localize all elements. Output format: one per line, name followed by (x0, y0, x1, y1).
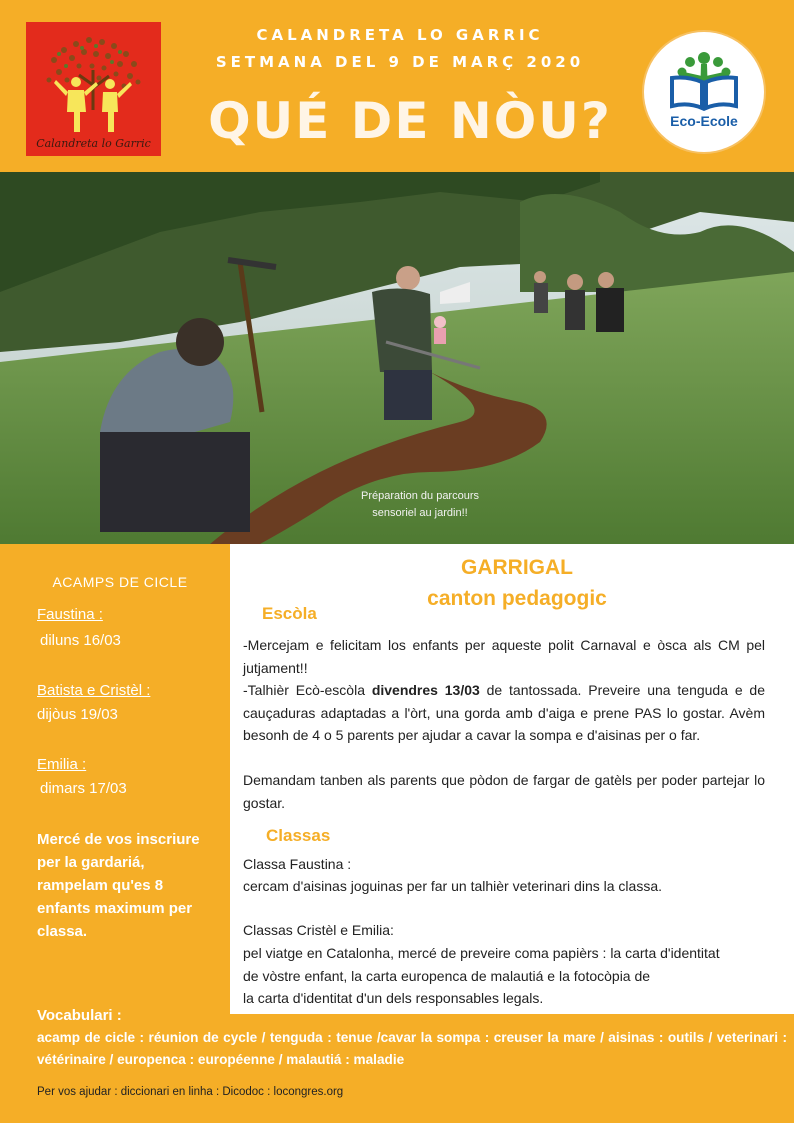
text-span: -Talhièr Ecò-escòla (243, 682, 372, 698)
week-label: SETMANA DEL 9 DE MARÇ 2020 (215, 53, 585, 71)
section-title: GARRIGAL (461, 556, 573, 579)
daycare-note: Mercé de vos inscriure per la gardariá, rampelam qu'es 8 enfants maximum per classa. (37, 831, 200, 940)
classa-text: la carta d'identitat d'un dels responsables legals. (243, 990, 544, 1006)
help-text: Per vos ajudar : diccionari en linha : Dicodoc : locongres.org (37, 1086, 344, 1098)
caption-line: Préparation du parcours (360, 490, 479, 502)
meeting-date: dijòus 19/03 (37, 706, 118, 723)
footer-vocabulary (0, 1000, 794, 1123)
sidebar-cycle-meetings (0, 544, 230, 1014)
workshop-date: divendres 13/03 (371, 682, 480, 698)
caption-line: sensoriel au jardin!! (372, 507, 468, 519)
school-name (210, 22, 590, 76)
classa-text: pel viatge en Catalonha, mercé de preveire coma papièrs : la carta d'identitat (243, 945, 720, 961)
escola-heading: Escòla (262, 604, 317, 623)
school-label: CALANDRETA LO GARRIC (256, 26, 544, 44)
page-title: QUÉ DE NÒU? (208, 92, 612, 150)
eco-book-tree-icon (644, 32, 764, 152)
newsletter-header (0, 0, 794, 172)
teacher-name: Emilia : (37, 756, 87, 773)
children-icon (54, 74, 134, 134)
garden-photo (0, 172, 794, 544)
sidebar-heading: ACAMPS DE CICLE (52, 574, 188, 590)
text-span: de tantossada. Preveire una tenguda e de cauçaduras adaptadas a l'òrt, una gorda amb d'aiga e prene PAS lo gostar. Avèm besonh de 4 o 5 parents per ajudar a cavar la sompa e d'aisinas per o far. (243, 682, 766, 743)
classa-title: Classas Cristèl e Emilia: (243, 922, 394, 938)
teacher-name: Batista e Cristèl : (37, 682, 151, 699)
classas-heading: Classas (266, 826, 331, 845)
vocab-title: Vocabulari : (37, 1007, 122, 1024)
eco-label: Eco-Ecole (670, 113, 738, 129)
teacher-name: Faustina : (37, 606, 103, 623)
section-subtitle: canton pedagogic (427, 587, 607, 610)
escola-paragraph: Demandam tanben als parents que pòdon de fargar de gatèls per poder partejar lo gostar. (243, 772, 765, 811)
logo-text: Calandreta lo Garric (36, 137, 151, 150)
calandreta-logo (26, 22, 161, 156)
photo-caption (340, 488, 500, 522)
vocab-text: acamp de cicle : réunion de cycle / tenguda : tenue /cavar la sompa : creuser la mare / aisinas : outils / veterinari : vétérinaire / europenca : européenne / malautiá : maladie (37, 1030, 787, 1067)
escola-workshop-paragraph (243, 679, 765, 747)
classa-text: cercam d'aisinas joguinas per far un talhièr veterinari dins la classa. (243, 878, 662, 894)
meeting-date: diluns 16/03 (40, 632, 121, 649)
main-content (230, 544, 794, 1014)
meeting-date: dimars 17/03 (40, 780, 127, 797)
classa-text: de vòstre enfant, la carta europenca de malautiá e la fotocòpia de (243, 968, 651, 984)
escola-paragraph: -Mercejam e felicitam los enfants per aqueste polit Carnaval e òsca als CM pel jutjament!! (243, 637, 765, 676)
classa-title: Classa Faustina : (243, 856, 352, 872)
eco-ecole-logo (644, 32, 764, 152)
